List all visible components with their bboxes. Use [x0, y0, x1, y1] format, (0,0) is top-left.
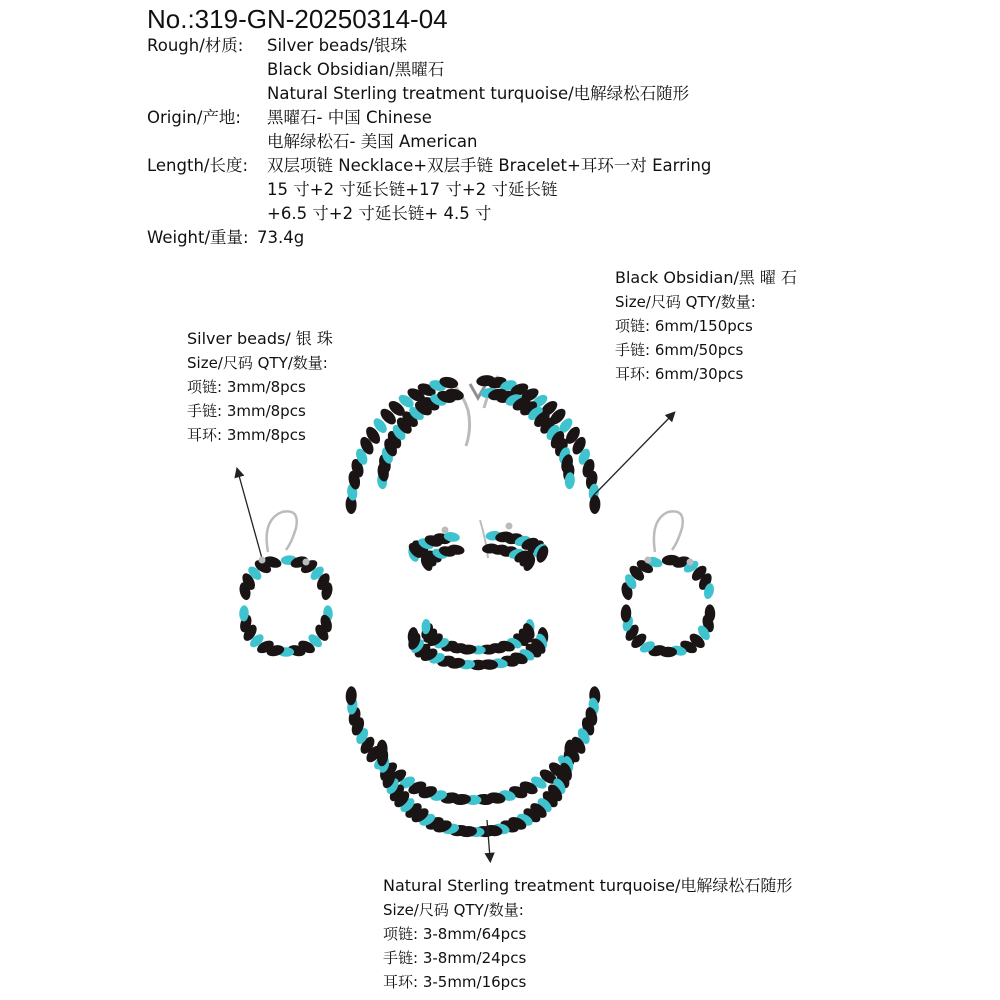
- turquoise-callout: [383, 874, 792, 994]
- bracelet: [406, 530, 551, 670]
- turquoise-callout-line: 项链: 3-8mm/64pcs: [383, 925, 527, 943]
- black-obsidian-callout: [615, 266, 797, 386]
- origin-label: Origin/产地:: [147, 108, 241, 127]
- obsidian-callout-line: 手链: 6mm/50pcs: [615, 341, 744, 359]
- weight-value: 73.4g: [257, 228, 305, 247]
- obsidian-callout-line: 项链: 6mm/150pcs: [615, 317, 753, 335]
- silver-bead: [687, 559, 694, 566]
- silver-callout-line: 耳环: 3mm/8pcs: [187, 426, 306, 444]
- turquoise-callout-title: Natural Sterling treatment turquoise/电解绿松石随形: [383, 876, 793, 895]
- obsidian-callout-title: Black Obsidian/黑 曜 石: [615, 268, 798, 287]
- length-value-2: 15 寸+2 寸延长链+17 寸+2 寸延长链: [267, 180, 558, 199]
- earring-left: [238, 511, 334, 658]
- silver-callout-line: 项链: 3mm/8pcs: [187, 378, 306, 396]
- silver-bead: [506, 523, 513, 530]
- turquoise-callout-line: 耳环: 3-5mm/16pcs: [383, 973, 527, 991]
- silver-bead: [645, 557, 652, 564]
- obsidian-callout-arrow: [593, 415, 672, 496]
- silver-callout-arrow: [238, 472, 263, 562]
- length-label: Length/长度:: [147, 156, 249, 175]
- product-number: No.:319-GN-20250314-04: [147, 4, 448, 34]
- rough-value-1: Silver beads/银珠: [267, 36, 407, 55]
- obsidian-callout-size-label: Size/尺码 QTY/数量:: [615, 293, 756, 311]
- silver-callout-size-label: Size/尺码 QTY/数量:: [187, 354, 328, 372]
- obsidian-callout-line: 耳环: 6mm/30pcs: [615, 365, 744, 383]
- turquoise-callout-size-label: Size/尺码 QTY/数量:: [383, 901, 524, 919]
- rough-label: Rough/材质:: [147, 36, 244, 55]
- length-value-1: 双层项链 Necklace+双层手链 Bracelet+耳环一对 Earring: [267, 156, 712, 175]
- turquoise-callout-line: 手链: 3-8mm/24pcs: [383, 949, 527, 967]
- weight-label: Weight/重量:: [147, 228, 249, 247]
- silver-callout-title: Silver beads/ 银 珠: [187, 329, 333, 348]
- necklace-extender-chain: [448, 376, 498, 558]
- silver-beads-callout: [187, 327, 333, 447]
- earring-right: [620, 511, 716, 658]
- rough-value-2: Black Obsidian/黑曜石: [267, 60, 445, 79]
- rough-value-3: Natural Sterling treatment turquoise/电解绿松石随形: [267, 84, 690, 103]
- origin-value-2: 电解绿松石- 美国 American: [267, 132, 478, 151]
- silver-bead: [442, 527, 449, 534]
- length-value-3: +6.5 寸+2 寸延长链+ 4.5 寸: [267, 204, 492, 223]
- silver-bead: [259, 557, 266, 564]
- origin-value-1: 黑曜石- 中国 Chinese: [267, 108, 432, 127]
- silver-bead: [303, 559, 310, 566]
- silver-callout-line: 手链: 3mm/8pcs: [187, 402, 306, 420]
